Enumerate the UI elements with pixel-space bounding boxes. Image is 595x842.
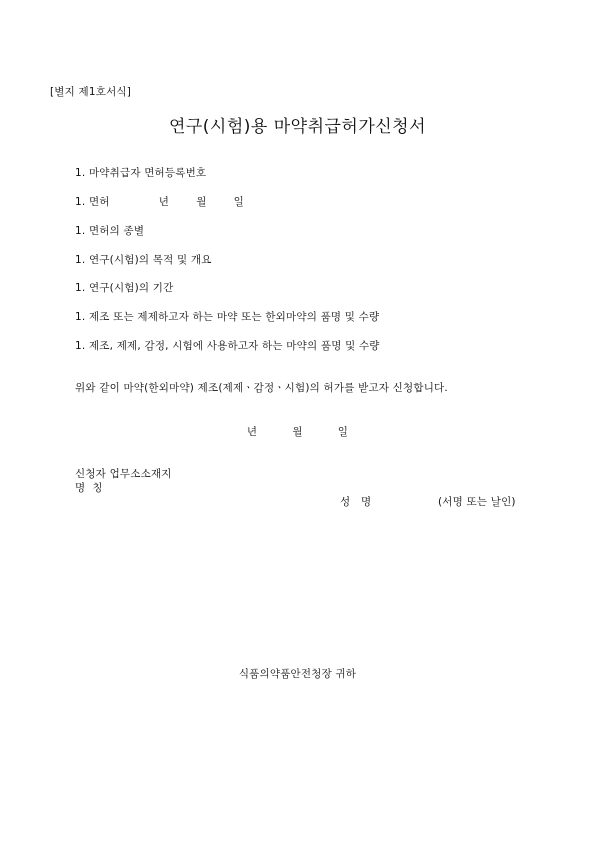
item-research-purpose: 1. 연구(시험)의 목적 및 개요 bbox=[75, 254, 212, 266]
application-statement: 위와 같이 마약(한외마약) 제조(제제ㆍ감정ㆍ시험)의 허가를 받고자 신청합니다. bbox=[75, 382, 448, 394]
item-use-narcotics: 1. 제조, 제제, 감정, 시험에 사용하고자 하는 마약의 품명 및 수량 bbox=[75, 340, 380, 352]
application-date-month: 월 bbox=[292, 426, 303, 438]
license-date-month: 월 bbox=[196, 196, 207, 208]
license-date-label: 1. 면허 bbox=[75, 196, 110, 208]
application-date-day: 일 bbox=[337, 426, 349, 438]
item-manufacture-narcotics: 1. 제조 또는 제제하고자 하는 마약 또는 한외마약의 품명 및 수량 bbox=[75, 311, 380, 323]
application-date bbox=[0, 426, 595, 439]
recipient: 식품의약품안전청장 귀하 bbox=[238, 668, 357, 680]
document-title: 연구(시험)용 마약취급허가신청서 bbox=[168, 117, 427, 137]
application-date-year: 년 bbox=[246, 426, 258, 438]
applicant-name-label: 명 칭 bbox=[75, 482, 103, 494]
item-research-period: 1. 연구(시험)의 기간 bbox=[75, 282, 174, 294]
applicant-office-label: 신청자 업무소소재지 bbox=[75, 468, 172, 480]
license-date-year: 년 bbox=[158, 196, 170, 208]
item-license-date bbox=[75, 196, 244, 209]
item-license-type: 1. 면허의 종별 bbox=[75, 225, 145, 237]
signature-name-label: 성 명 bbox=[340, 496, 372, 508]
item-license-number: 1. 마약취급자 면허등록번호 bbox=[75, 167, 207, 179]
signature-note: (서명 또는 날인) bbox=[438, 496, 516, 508]
form-code: [별지 제1호서식] bbox=[50, 86, 132, 98]
license-date-day: 일 bbox=[233, 196, 244, 208]
